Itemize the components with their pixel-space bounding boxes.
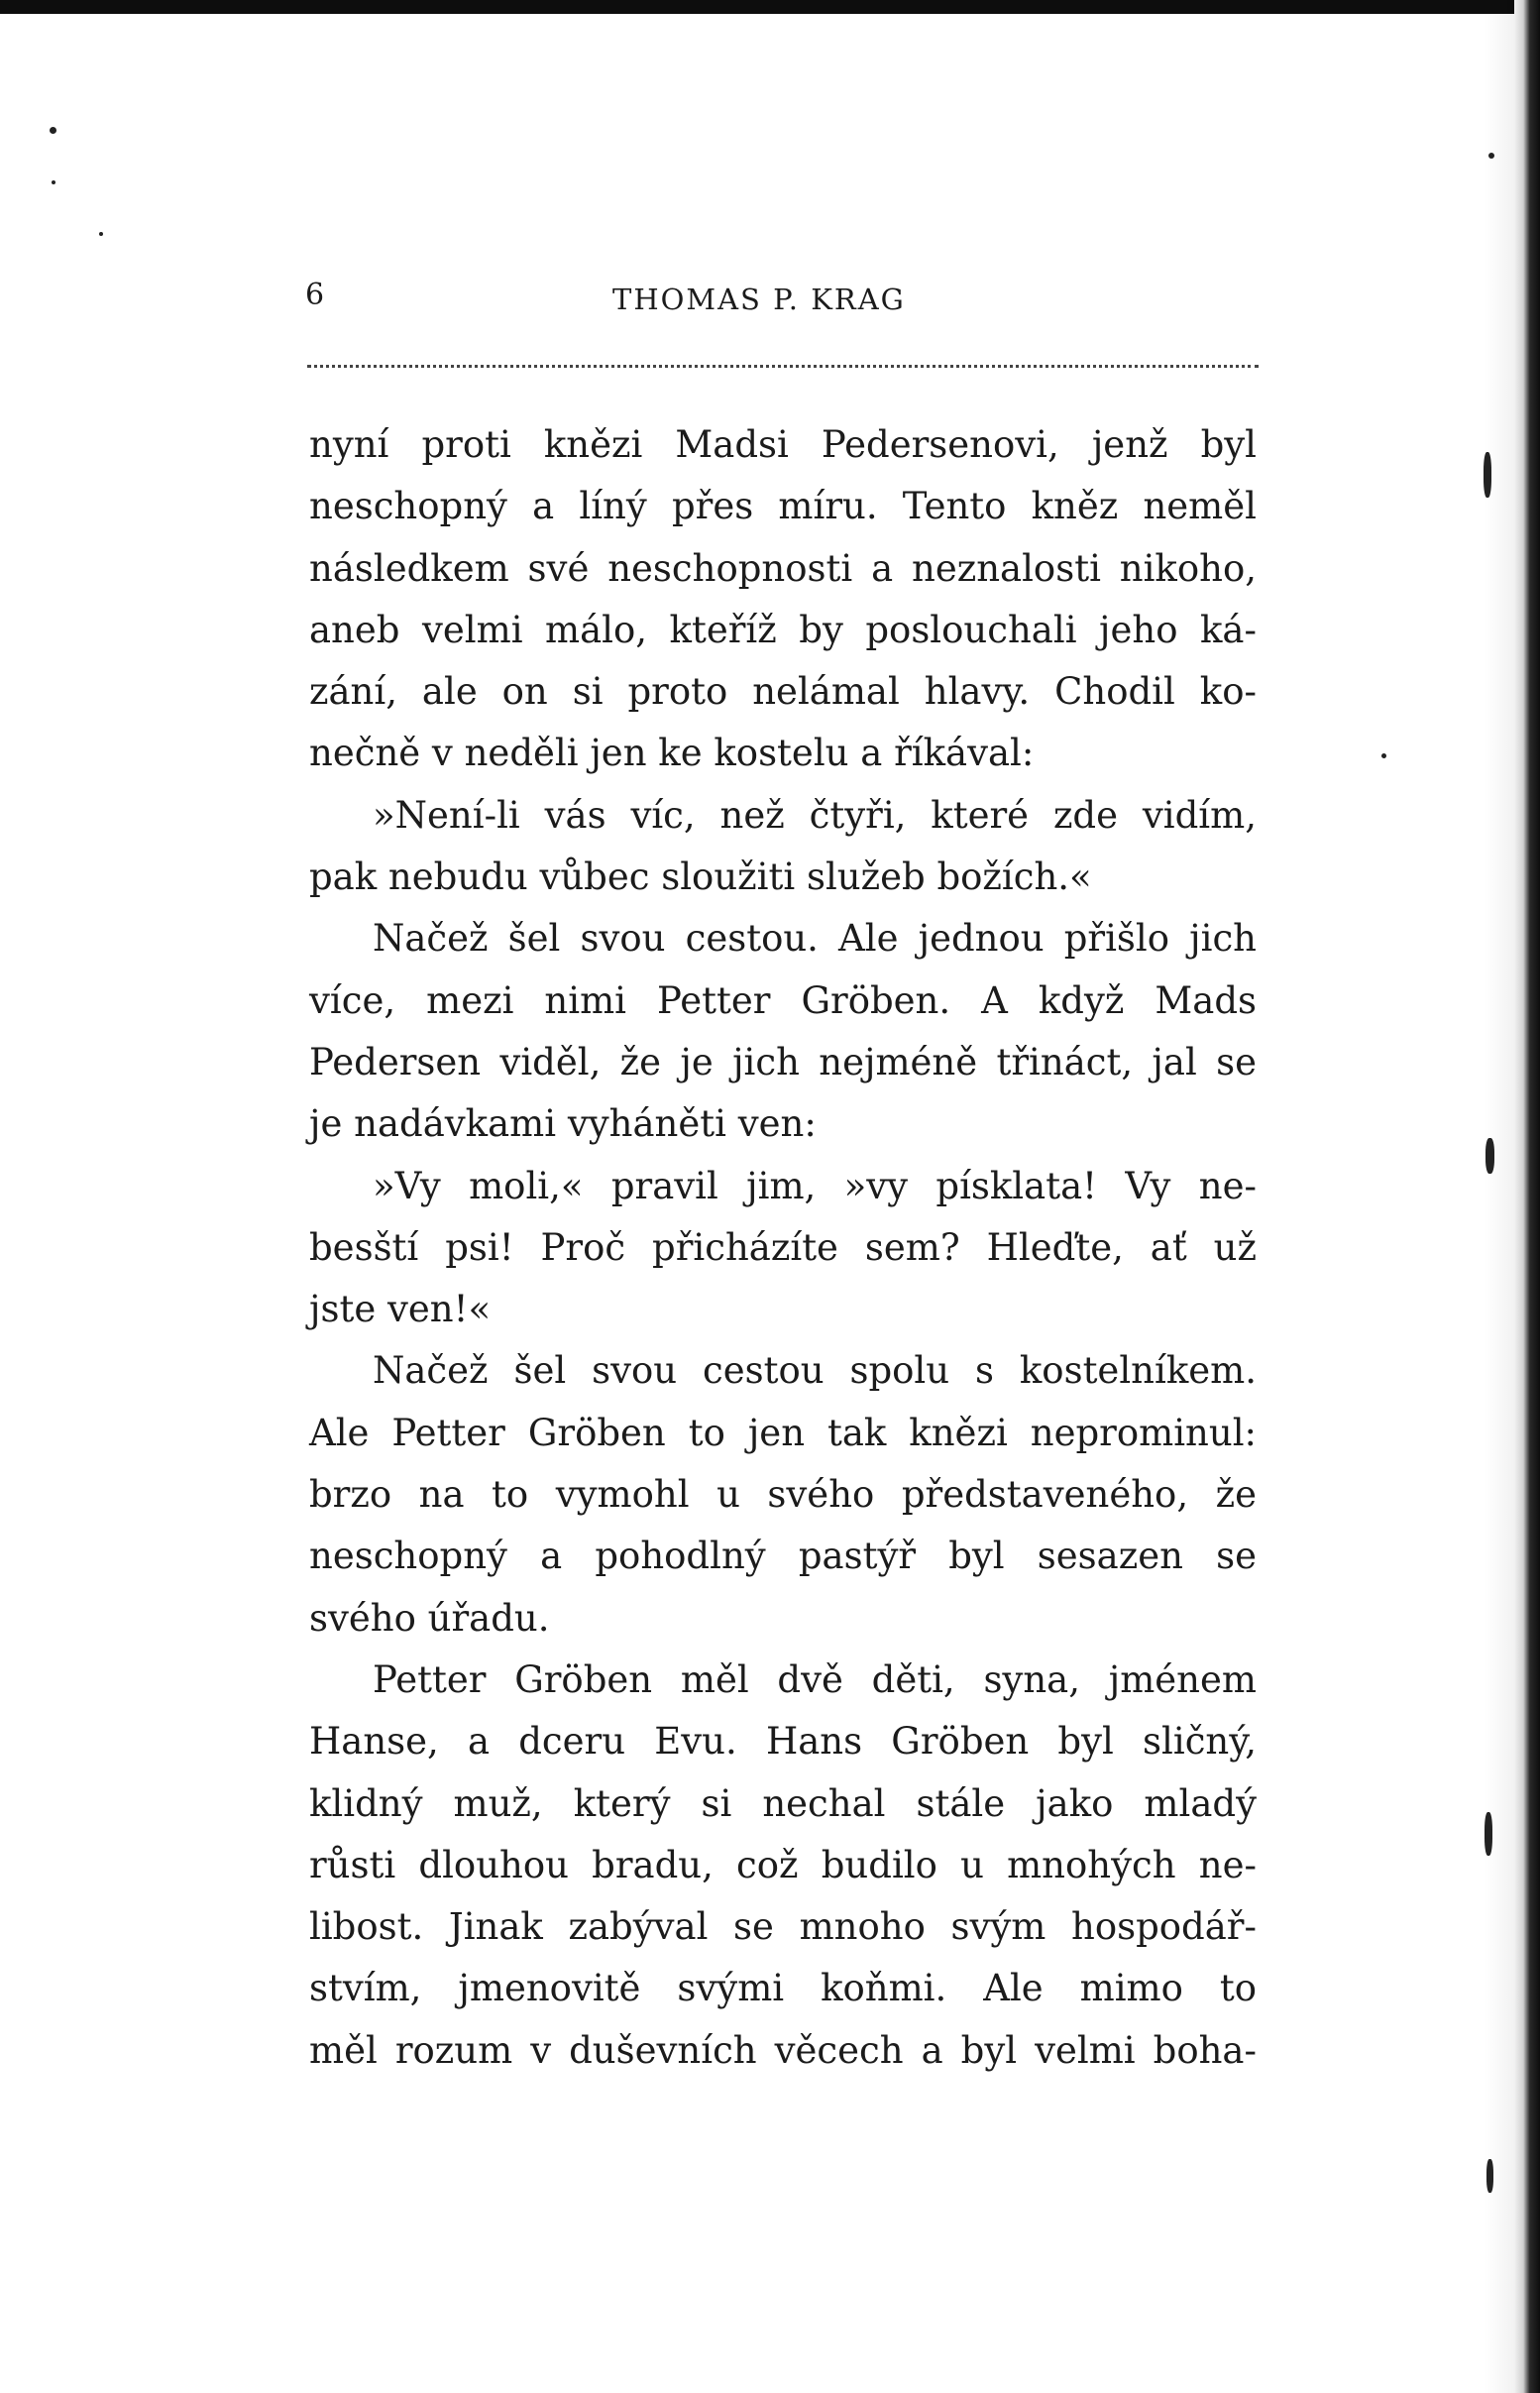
body-text <box>309 414 1257 2082</box>
scan-top-edge <box>0 0 1540 14</box>
text-line: klidný muž, který si nechal stále jako mladý <box>309 1781 1257 1825</box>
scan-speck <box>1486 2159 1493 2193</box>
running-head-title: THOMAS P. KRAG <box>612 283 906 316</box>
text-line: měl rozum v duševních věcech a byl velmi boha- <box>309 2028 1257 2072</box>
text-line: zání, ale on si proto nelámal hlavy. Chodil ko- <box>309 670 1257 714</box>
text-line: Ale Petter Gröben to jen tak knězi neprominul: <box>309 1411 1257 1454</box>
scan-speck <box>52 180 55 184</box>
text-line: více, mezi nimi Petter Gröben. A když Mads <box>309 978 1257 1022</box>
text-line: »Vy moli,« pravil jim, »vy písklata! Vy ne- <box>373 1164 1257 1207</box>
text-line: aneb velmi málo, kteříž by poslouchali jeho ká- <box>309 608 1257 651</box>
text-line: stvím, jmenovitě svými koňmi. Ale mimo to <box>309 1967 1257 2010</box>
text-line: neschopný a líný přes míru. Tento kněz neměl <box>309 485 1257 528</box>
text-line: svého úřadu. <box>309 1596 550 1640</box>
text-line: nečně v neděli jen ke kostelu a říkával: <box>309 732 1035 775</box>
page-number: 6 <box>305 278 325 312</box>
text-line: libost. Jinak zabýval se mnoho svým hospodář- <box>309 1905 1257 1949</box>
scan-speck <box>99 232 103 236</box>
text-line: Petter Gröben měl dvě děti, syna, jménem <box>373 1657 1257 1701</box>
scan-speck <box>1381 753 1386 758</box>
text-line: jste ven!« <box>309 1288 492 1331</box>
scan-gutter-shadow <box>1485 0 1514 2393</box>
scan-speck <box>1488 153 1494 159</box>
text-line: nyní proti knězi Madsi Pedersenovi, jenž byl <box>309 423 1257 466</box>
text-line: Hanse, a dceru Evu. Hans Gröben byl sličný, <box>309 1720 1257 1764</box>
scan-speck <box>1485 1138 1494 1174</box>
scan-right-edge <box>1514 0 1540 2393</box>
scan-speck <box>1484 452 1491 498</box>
text-line: »Není-li vás víc, než čtyři, které zde vidím, <box>373 793 1257 837</box>
text-line: pak nebudu vůbec sloužiti služeb božích.« <box>309 855 1092 899</box>
scan-speck <box>1485 1812 1492 1856</box>
scan-speck <box>50 127 56 134</box>
text-line: následkem své neschopnosti a neznalosti nikoho, <box>309 546 1257 590</box>
text-line: růsti dlouhou bradu, což budilo u mnohých ne- <box>309 1843 1257 1886</box>
text-line: je nadávkami vyháněti ven: <box>309 1102 817 1146</box>
text-line: Načež šel svou cestou. Ale jednou přišlo jich <box>373 917 1257 961</box>
text-line: Pedersen viděl, že je jich nejméně třináct, jal se <box>309 1040 1257 1083</box>
text-line: besští psi! Proč přicházíte sem? Hleďte, ať už <box>309 1225 1257 1269</box>
text-line: Načež šel svou cestou spolu s kostelníkem. <box>373 1349 1257 1393</box>
text-line: brzo na to vymohl u svého představeného, že <box>309 1473 1257 1517</box>
header-dotted-rule <box>307 365 1259 368</box>
text-line: neschopný a pohodlný pastýř byl sesazen se <box>309 1535 1257 1578</box>
